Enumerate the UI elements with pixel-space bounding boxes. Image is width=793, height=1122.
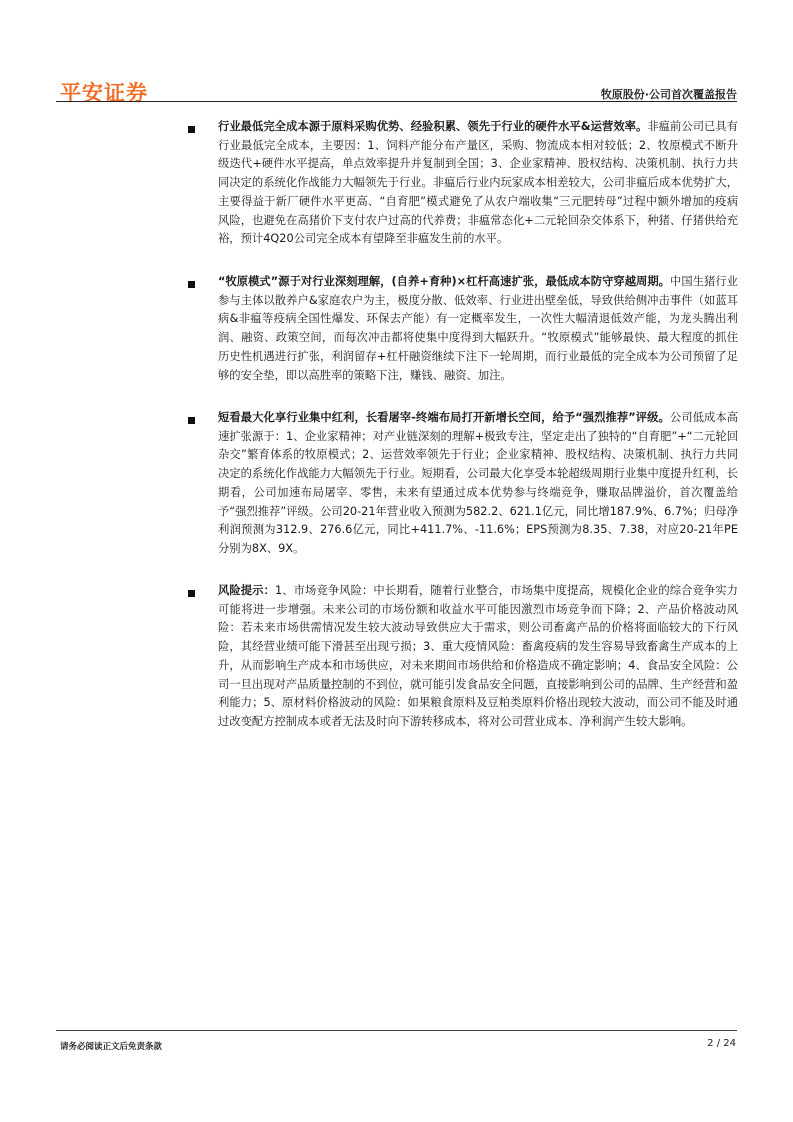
- disclaimer-note: 请务必阅读正文后免责条款: [60, 1042, 163, 1052]
- bullet-body: 1、市场竞争风险：中长期看，随着行业整合，市场集中度提高，规模化企业的综合竞争实力可能将进一步增强。未来公司的市场份额和收益水平可能因激烈市场竞争而下降；2、产品价格波动风险：若未来市场供需情况发生较大波动导致供应大于需求，则公司畜禽产品的价格将面临较大的下行风险，其经营业绩可能下滑甚至出现亏损；3、重大疫情风险：畜禽疫病的发生容易导致畜禽生产成本的上升，从而影响生产成本和市场供应，对未来期间市场供给和价格造成不确定影响；4、食品安全风险：公司一旦出现对产品质量控制的不到位，就可能引发食品安全问题，直接影响到公司的品牌、生产经营和盈利能力；5、原材料价格波动的风险：如果粮食原料及豆粕类原料价格出现较大波动，而公司不能及时通过改变配方控制成本或者无法及时向下游转移成本，将对公司营业成本、净利润产生较大影响。: [218, 584, 738, 728]
- bullet-icon: [188, 126, 195, 133]
- bullet-paragraph-cost: [218, 118, 738, 249]
- bullet-body: 非瘟前公司已具有行业最低完全成本，主要因：1、饲料产能分布产量区，采购、物流成本相对较低；2、牧原模式不断升级迭代+硬件水平提高，单点效率提升并复制到全国；3、企业家精神、股权结构、决策机制、执行力共同决定的系统化作战能力大幅领先于行业。非瘟后行业内玩家成本相差较大，公司非瘟后成本优势扩大，主要得益于新厂硬件水平更高、“自育肥”模式避免了从农户端收集“三元肥转母”过程中额外增加的疫病风险，也避免在高猪价下支付农户过高的代养费；非瘟常态化+二元轮回杂交体系下，种猪、仔猪供给充裕，预计4Q20公司完全成本有望降至非瘟发生前的水平。: [218, 120, 738, 246]
- header-divider: [56, 101, 737, 102]
- bullet-paragraph-model: [218, 273, 738, 385]
- bullet-body: 中国生猪行业参与主体以散养户&家庭农户为主，极度分散、低效率、行业进出壁垒低，导致供给侧冲击事件（如蓝耳病&非瘟等疫病全国性爆发、环保去产能）有一定概率发生，一次性大幅清退低效产能，为龙头腾出利润、融资、政策空间，而每次冲击都将使集中度得到大幅跃升。“牧原模式”能够最快、最大程度的抓住历史性机遇进行扩张，利润留存+杠杆融资继续下注下一轮周期，而行业最低的完全成本为公司预留了足够的安全垫，即以高胜率的策略下注，赚钱、融资、加注。: [218, 275, 738, 382]
- bullet-lead: 风险提示：: [218, 584, 275, 597]
- bullet-lead: 短看最大化享行业集中红利，长看屠宰-终端布局打开新增长空间，给予“强烈推荐”评级。: [218, 411, 670, 424]
- footer-divider: [56, 1030, 737, 1031]
- page-number: 2 / 24: [707, 1038, 736, 1049]
- bullet-paragraph-rating: [218, 409, 738, 559]
- bullet-lead: 行业最低完全成本源于原料采购优势、经验积累、领先于行业的硬件水平&运营效率。: [218, 120, 648, 133]
- bullet-icon: [188, 590, 195, 597]
- bullet-body: 公司低成本高速扩张源于：1、企业家精神；对产业链深刻的理解+极致专注，坚定走出了独特的“自育肥”+“二元轮回杂交”繁育体系的牧原模式；2、运营效率领先于行业；企业家精神、股权结构、决策机制、执行力共同决定的系统化作战能力大幅领先于行业。短期看，公司最大化享受本轮超级周期行业集中度提升红利，长期看，公司加速布局屠宰、零售，未来有望通过成本优势参与终端竞争，赚取品牌溢价，首次覆盖给予“强烈推荐”评级。公司20-21年营业收入预测为582.2、621.1亿元，同比增187.9%、6.7%；归母净利润预测为312.9、276.6亿元，同比+411.7%、-11.6%；EPS预测为8.35、7.38，对应20-21年PE分别为8X、9X。: [218, 411, 738, 555]
- bullet-icon: [188, 417, 195, 424]
- bullet-lead: “牧原模式”源于对行业深刻理解，(自养+育种)×杠杆高速扩张，最低成本防守穿越周期。: [218, 275, 671, 288]
- company-logo: 平安证券: [60, 81, 148, 105]
- bullet-icon: [188, 281, 195, 288]
- report-title: 牧原股份·公司首次覆盖报告: [600, 88, 737, 101]
- bullet-paragraph-risk: [218, 582, 738, 732]
